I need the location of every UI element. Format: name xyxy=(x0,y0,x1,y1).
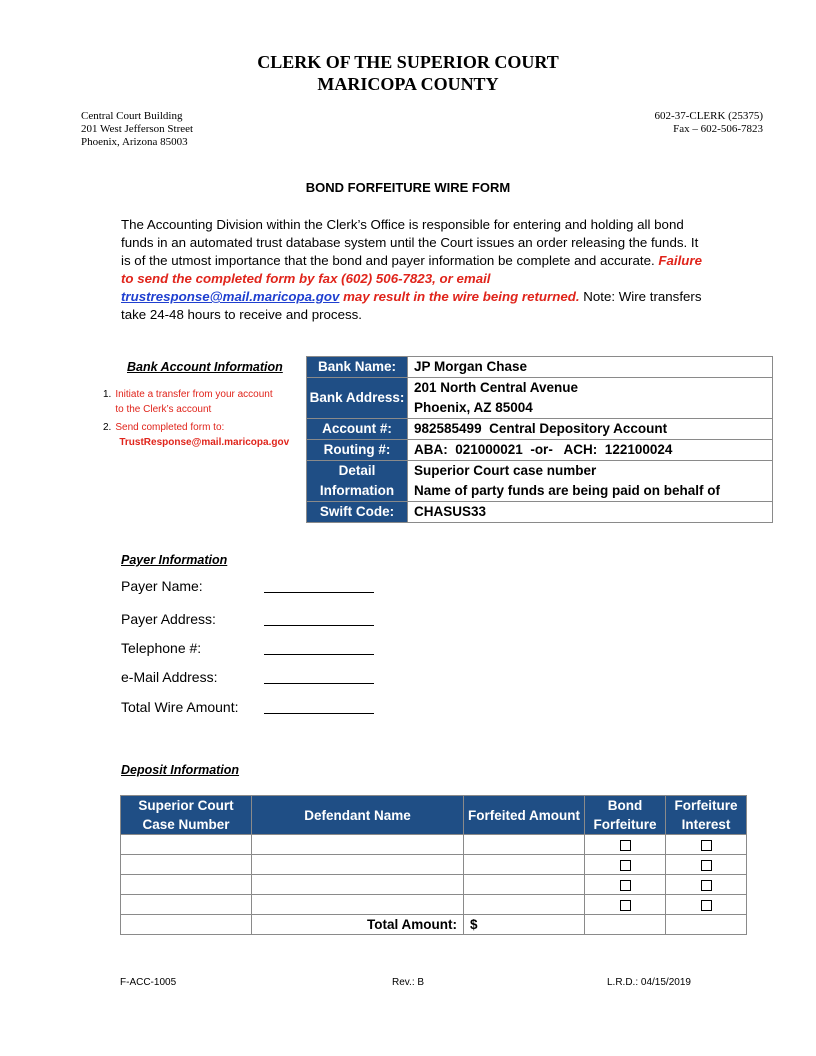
total-row xyxy=(121,915,747,935)
deposit-table xyxy=(120,795,747,935)
amount-cell[interactable] xyxy=(464,835,585,855)
routing-label: Routing #: xyxy=(307,440,408,461)
bond-forfeiture-cell xyxy=(585,855,666,875)
payer-address-row xyxy=(121,610,216,628)
defendant-cell[interactable] xyxy=(252,855,464,875)
table-row xyxy=(307,378,773,419)
step-text: Initiate a transfer from your account to the Clerk’s account xyxy=(115,389,273,415)
phone-number: 602-37-CLERK (25375) xyxy=(654,110,763,122)
column-header-forfeiture-interest: Forfeiture Interest xyxy=(666,796,747,835)
forfeiture-interest-cell xyxy=(666,895,747,915)
case-number-cell[interactable] xyxy=(121,835,252,855)
routing-value: ABA: 021000021 -or- ACH: 122100024 xyxy=(408,440,773,461)
amount-cell[interactable] xyxy=(464,855,585,875)
title-line-1: CLERK OF THE SUPERIOR COURT xyxy=(257,52,559,72)
bank-name-value: JP Morgan Chase xyxy=(408,357,773,378)
warning-text: Failure to send the completed form by fax (602) 506-7823, or email xyxy=(121,253,702,286)
telephone-label: Telephone #: xyxy=(121,640,202,656)
deposit-section-heading: Deposit Information xyxy=(121,763,240,777)
bank-steps xyxy=(103,388,289,454)
total-wire-row xyxy=(121,698,239,716)
total-amount-label: Total Amount: xyxy=(252,915,464,935)
table-row xyxy=(121,875,747,895)
email-row xyxy=(121,668,217,686)
amount-cell[interactable] xyxy=(464,875,585,895)
court-address xyxy=(81,110,193,149)
total-spacer xyxy=(666,915,747,935)
total-spacer xyxy=(121,915,252,935)
forfeiture-interest-checkbox[interactable] xyxy=(701,880,712,891)
warning-text-2: may result in the wire being returned. xyxy=(343,289,580,304)
table-header-row xyxy=(121,796,747,835)
telephone-row xyxy=(121,639,201,657)
detail-line-1: Superior Court case number xyxy=(414,463,597,478)
step-1 xyxy=(103,388,289,417)
total-spacer xyxy=(585,915,666,935)
total-amount-value[interactable]: $ xyxy=(464,915,585,935)
detail-label: Detail Information xyxy=(307,461,408,502)
step-email: TrustResponse@mail.maricopa.gov xyxy=(119,436,290,448)
court-contact xyxy=(655,110,763,136)
bond-forfeiture-checkbox[interactable] xyxy=(620,860,631,871)
swift-value: CHASUS33 xyxy=(408,502,773,523)
column-header-forfeited-amount: Forfeited Amount xyxy=(464,796,585,835)
payer-address-label: Payer Address: xyxy=(121,611,216,627)
forfeiture-interest-cell xyxy=(666,835,747,855)
case-number-cell[interactable] xyxy=(121,855,252,875)
revision: Rev.: B xyxy=(392,977,425,988)
note-text: Note: Wire transfers take 24-48 hours to receive and process. xyxy=(121,289,702,322)
form-title: BOND FORFEITURE WIRE FORM xyxy=(305,180,511,195)
bond-forfeiture-checkbox[interactable] xyxy=(620,900,631,911)
bank-name-label: Bank Name: xyxy=(307,357,408,378)
column-header-case-number: Superior Court Case Number xyxy=(121,796,252,835)
bond-forfeiture-checkbox[interactable] xyxy=(620,880,631,891)
bank-section-heading: Bank Account Information xyxy=(127,360,283,374)
intro-text: The Accounting Division within the Clerk’s Office is responsible for entering and holding all bond funds in an automated trust database system until the Court issues an order releasing the funds. It is of the utmost importance that the bond and payer information be complete and accurate. xyxy=(121,217,699,268)
email-label: e-Mail Address: xyxy=(121,669,218,685)
title-line-2: MARICOPA COUNTY xyxy=(317,74,499,94)
total-wire-field[interactable] xyxy=(264,713,374,714)
payer-name-label: Payer Name: xyxy=(121,578,203,594)
account-value: 982585499 Central Depository Account xyxy=(408,419,773,440)
page-title xyxy=(0,51,816,95)
intro-paragraph xyxy=(121,216,711,324)
table-row xyxy=(307,502,773,523)
forfeiture-interest-checkbox[interactable] xyxy=(701,900,712,911)
bank-address-label: Bank Address: xyxy=(307,378,408,419)
table-row xyxy=(121,855,747,875)
case-number-cell[interactable] xyxy=(121,895,252,915)
address-line-2: Phoenix, AZ 85004 xyxy=(414,400,533,415)
bank-info-table xyxy=(306,356,773,523)
swift-label: Swift Code: xyxy=(307,502,408,523)
bond-forfeiture-cell xyxy=(585,895,666,915)
detail-line-2: Name of party funds are being paid on behalf of xyxy=(414,483,721,498)
forfeiture-interest-checkbox[interactable] xyxy=(701,860,712,871)
table-row xyxy=(121,895,747,915)
payer-section-heading: Payer Information xyxy=(121,553,228,567)
case-number-cell[interactable] xyxy=(121,875,252,895)
table-row xyxy=(307,461,773,502)
bond-forfeiture-checkbox[interactable] xyxy=(620,840,631,851)
address-line: Central Court Building xyxy=(81,110,183,122)
form-number: F-ACC-1005 xyxy=(120,977,177,988)
forfeiture-interest-checkbox[interactable] xyxy=(701,840,712,851)
table-row xyxy=(307,419,773,440)
address-line: 201 West Jefferson Street xyxy=(81,123,194,135)
detail-value xyxy=(408,461,773,502)
amount-cell[interactable] xyxy=(464,895,585,915)
defendant-cell[interactable] xyxy=(252,895,464,915)
address-line: Phoenix, Arizona 85003 xyxy=(81,136,188,148)
last-revised-date: L.R.D.: 04/15/2019 xyxy=(607,977,691,988)
fax-number: Fax – 602-506-7823 xyxy=(673,123,763,135)
column-header-bond-forfeiture: Bond Forfeiture xyxy=(585,796,666,835)
payer-name-row xyxy=(121,577,203,595)
step-number: 2. xyxy=(103,422,112,433)
account-label: Account #: xyxy=(307,419,408,440)
step-text: Send completed form to: xyxy=(115,422,225,433)
table-row xyxy=(307,440,773,461)
total-wire-label: Total Wire Amount: xyxy=(121,699,239,715)
column-header-defendant: Defendant Name xyxy=(252,796,464,835)
forfeiture-interest-cell xyxy=(666,875,747,895)
step-number: 1. xyxy=(103,389,112,400)
bond-forfeiture-cell xyxy=(585,835,666,855)
bank-address-value xyxy=(408,378,773,419)
address-line-1: 201 North Central Avenue xyxy=(414,380,579,395)
defendant-cell[interactable] xyxy=(252,835,464,855)
payer-name-field[interactable] xyxy=(264,592,374,593)
table-row xyxy=(121,835,747,855)
email-field[interactable] xyxy=(264,683,374,684)
step-2 xyxy=(103,421,289,450)
email-link[interactable]: trustresponse@mail.maricopa.gov xyxy=(121,289,340,304)
defendant-cell[interactable] xyxy=(252,875,464,895)
payer-address-field[interactable] xyxy=(264,625,374,626)
bond-forfeiture-cell xyxy=(585,875,666,895)
table-row xyxy=(307,357,773,378)
forfeiture-interest-cell xyxy=(666,855,747,875)
telephone-field[interactable] xyxy=(264,654,374,655)
